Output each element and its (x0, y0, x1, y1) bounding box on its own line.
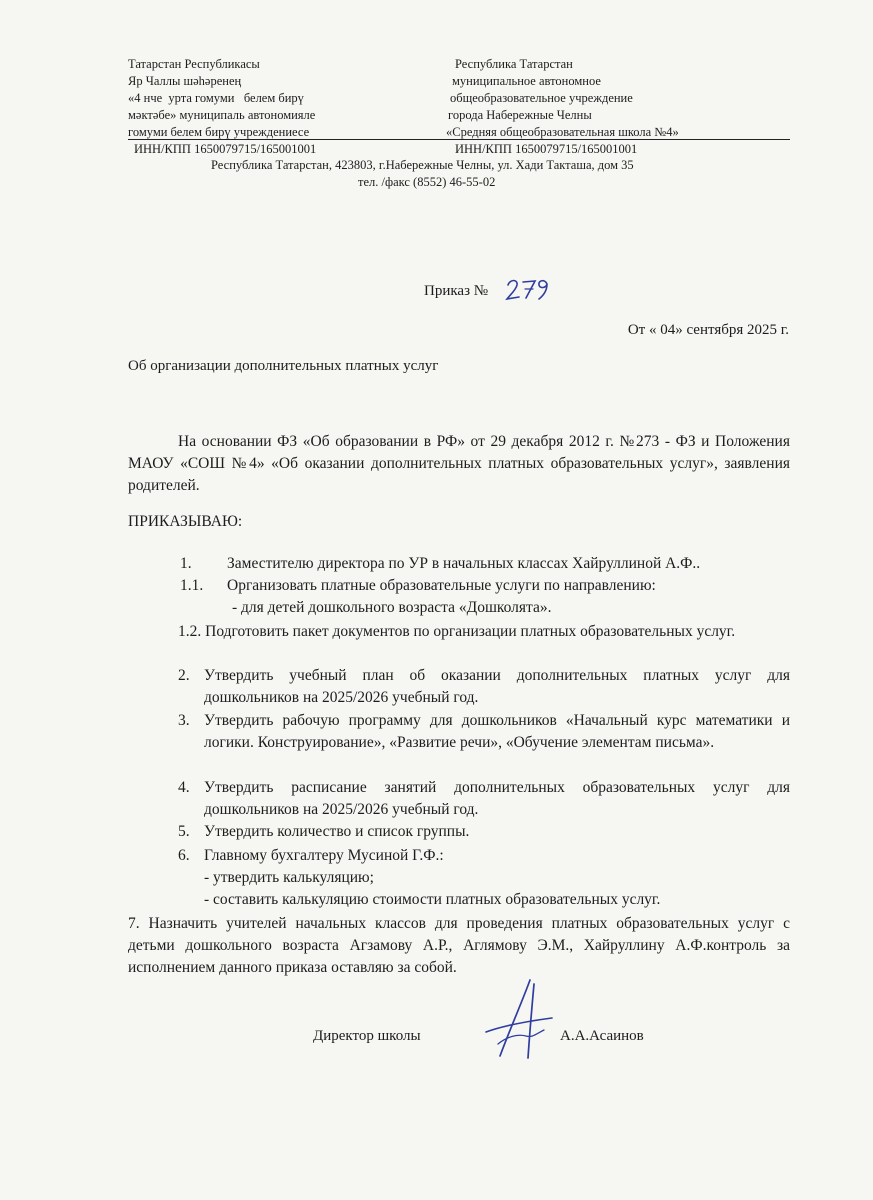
item-text: Организовать платные образовательные услуги по направлению: (227, 577, 656, 594)
header-left-line: мәктәбе» муниципаль автономияле (128, 108, 316, 122)
signature-name: А.А.Асаинов (560, 1028, 644, 1044)
address: Республика Татарстан, 423803, г.Набережные Челны, ул. Хади Такташа, дом 35 (211, 158, 634, 172)
inn-right: ИНН/КПП 1650079715/165001001 (455, 142, 638, 156)
header-divider (128, 139, 790, 140)
item-text: Утвердить расписание занятий дополнительных образовательных услуг для дошкольников на 2025/2026 учебный год. (204, 779, 790, 818)
header-left-line: Яр Чаллы шәһәренең (128, 74, 242, 88)
list-item (178, 821, 790, 843)
item-text: Главному бухгалтеру Мусиной Г.Ф.: (204, 847, 444, 864)
order-title: Приказ № (424, 283, 489, 299)
list-item (178, 710, 790, 754)
item-subline: - для детей дошкольного возраста «Дошколята». (232, 599, 552, 616)
phone: тел. /факс (8552) 46-55-02 (358, 175, 496, 189)
inn-left: ИНН/КПП 1650079715/165001001 (134, 142, 317, 156)
header-right-line: муниципальное автономное (452, 74, 601, 88)
list-item (180, 575, 790, 597)
header-right-line: города Набережные Челны (448, 108, 592, 122)
item-number: 1. (180, 555, 192, 572)
intro-paragraph: На основании ФЗ «Об образовании в РФ» от 29 декабря 2012 г. №273 - ФЗ и Положения МАОУ «СОШ №4» «Об оказании дополнительных платных образовательных услуг», заявления родителей. (128, 433, 790, 494)
list-item (180, 553, 790, 575)
item-number: 2. (178, 667, 190, 684)
decree-heading: ПРИКАЗЫВАЮ: (128, 513, 243, 530)
item-number: 1.1. (180, 577, 204, 594)
list-item (178, 845, 790, 867)
list-item (128, 913, 790, 979)
item-text: 7. Назначить учителей начальных классов для проведения платных образовательных услуг с детьми дошкольного возраста Агзамову А.Р., Аглямову Э.М., Хайруллину А.Ф.контроль за исполнением данного приказа оставляю за собой. (128, 915, 790, 976)
list-item (178, 665, 790, 709)
handwritten-signature (478, 972, 558, 1068)
header-left-line: гомуми белем бирү учреждениесе (128, 125, 310, 139)
item-text: Утвердить учебный план об оказании дополнительных платных услуг для дошкольников на 2025/2026 учебный год. (204, 667, 790, 706)
item-text: Заместителю директора по УР в начальных классах Хайруллиной А.Ф.. (227, 555, 701, 572)
item-number: 6. (178, 847, 190, 864)
list-item (178, 777, 790, 821)
item-subline: - составить калькуляцию стоимости платных образовательных услуг. (204, 891, 661, 908)
item-text: Утвердить рабочую программу для дошкольников «Начальный курс математики и логики. Конструирование», «Развитие речи», «Обучение элементам письма». (204, 712, 790, 751)
item-number: 5. (178, 823, 190, 840)
signature-role: Директор школы (313, 1028, 421, 1044)
item-number: 3. (178, 712, 190, 729)
order-subject: Об организации дополнительных платных услуг (128, 358, 439, 374)
header-right-line: «Средняя общеобразовательная школа №4» (446, 125, 679, 139)
list-item: 1.2. Подготовить пакет документов по организации платных образовательных услуг. (178, 623, 736, 640)
header-right-line: Республика Татарстан (455, 57, 573, 71)
item-text: Утвердить количество и список группы. (204, 823, 470, 840)
header-left-line: «4 нче урта гомуми белем бирү (128, 91, 304, 105)
order-number-handwritten (505, 276, 553, 302)
header-right-line: общеобразовательное учреждение (450, 91, 633, 105)
item-subline: - утвердить калькуляцию; (204, 869, 374, 886)
order-date: От « 04» сентября 2025 г. (627, 322, 789, 338)
header-left-line: Татарстан Республикасы (128, 57, 260, 71)
item-number: 4. (178, 779, 190, 796)
